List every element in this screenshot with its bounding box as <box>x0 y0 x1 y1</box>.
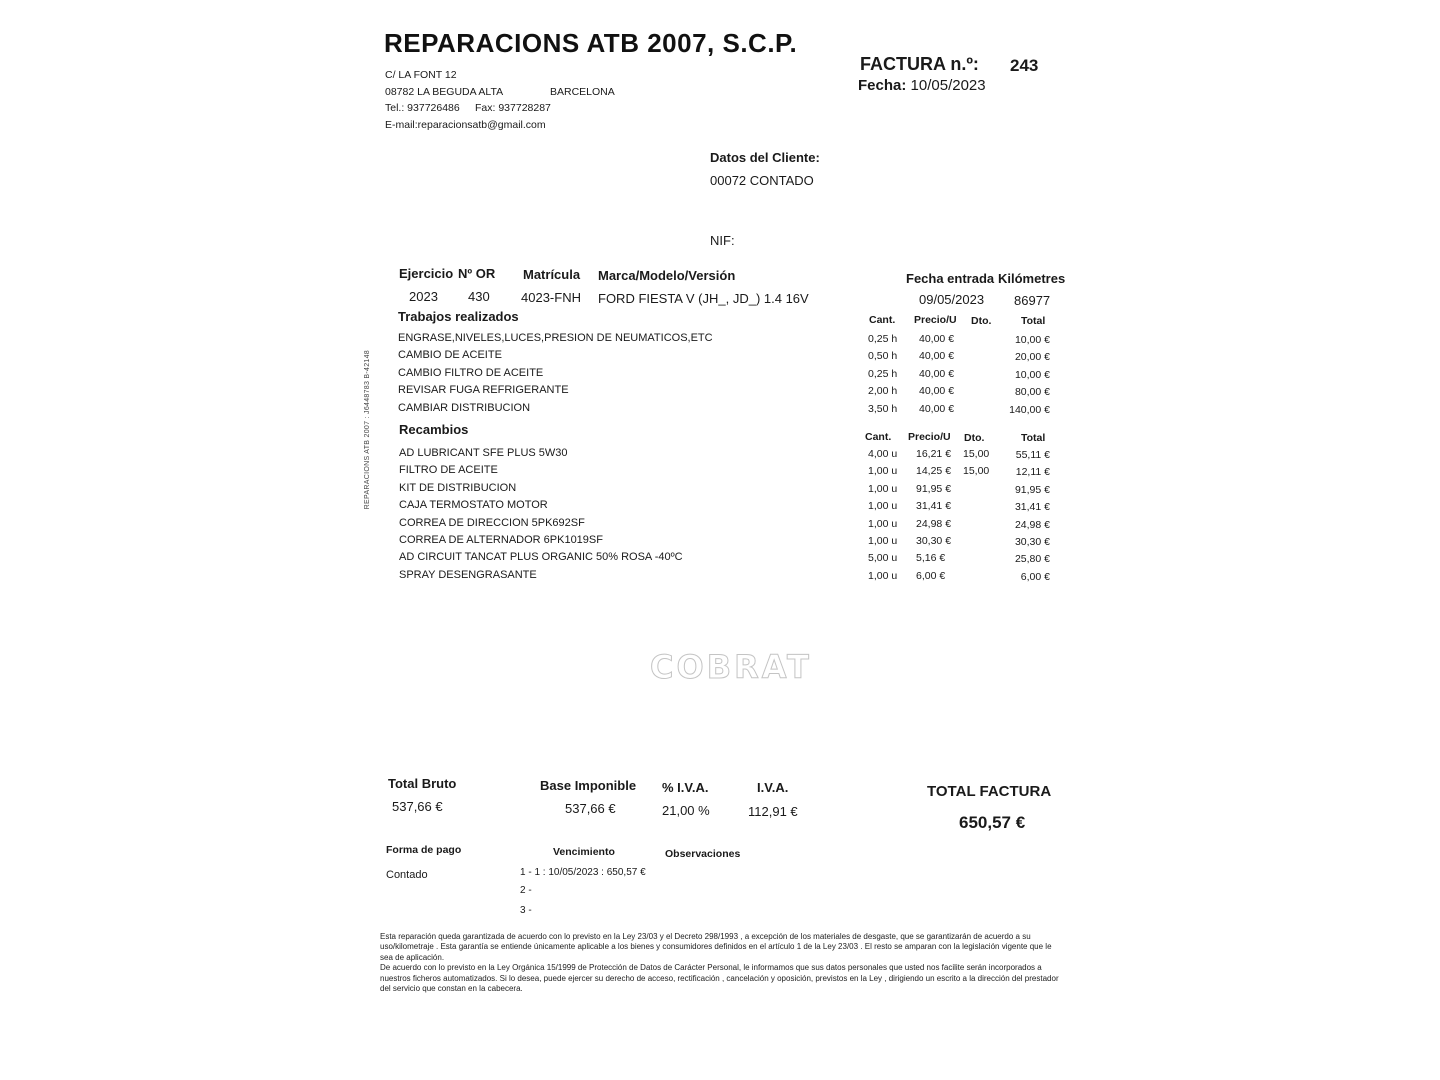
recambios-item-desc: FILTRO DE ACEITE <box>399 464 498 477</box>
recambios-item-total: 6,00 € <box>1020 570 1050 583</box>
recambios-item-cant: 1,00 u <box>868 569 898 582</box>
vehicle-fecha-entrada: 09/05/2023 <box>919 292 985 307</box>
recambios-col-dto: Dto. <box>964 432 985 444</box>
vencimiento-3: 3 - <box>520 905 532 916</box>
recambios-item-dto: 15,00 <box>963 448 990 460</box>
recambios-item-total: 25,80 € <box>1014 553 1050 566</box>
client-label: Datos del Cliente: <box>710 150 820 165</box>
recambios-item-precio: 24,98 € <box>916 517 952 530</box>
recambios-col-total: Total <box>1021 432 1046 444</box>
recambios-item-desc: AD LUBRICANT SFE PLUS 5W30 <box>399 447 568 459</box>
recambios-item-cant: 1,00 u <box>868 517 898 530</box>
recambios-item-precio: 91,95 € <box>916 482 952 495</box>
vencimiento-label: Vencimiento <box>553 846 615 858</box>
trabajos-item-cant: 0,25 h <box>868 367 898 380</box>
company-postal: 08782 LA BEGUDA ALTA <box>385 86 504 98</box>
vencimiento-1: 1 - 1 : 10/05/2023 : 650,57 € <box>520 867 646 878</box>
legal-data-protection: De acuerdo con lo previsto en la Ley Orgánica 15/1999 de Protección de Datos de Carácter Personal, le informamos que sus datos personales que usted nos facilite serán incorporados a nuestros ficheros automatizados. Si lo desea, puede ejercer su derecho de acceso, rectificación , cancelación y oposición, previstos en la Ley , dirigiendo un escrito a la dirección del prestador del servicio que constan en la cabecera. <box>380 963 1059 994</box>
recambios-item-cant: 4,00 u <box>868 448 898 460</box>
trabajos-item-cant: 0,50 h <box>868 350 898 363</box>
recambios-item-precio: 16,21 € <box>916 448 952 460</box>
company-address: C/ LA FONT 12 <box>385 69 457 81</box>
recambios-item-total: 30,30 € <box>1014 536 1050 548</box>
observaciones-label: Observaciones <box>665 848 741 860</box>
iva-pct: 21,00 % <box>662 803 710 818</box>
paid-stamp: COBRAT <box>650 648 812 686</box>
trabajos-item-cant: 2,00 h <box>868 385 898 398</box>
recambios-item-desc: CORREA DE DIRECCION 5PK692SF <box>399 516 585 529</box>
company-name: REPARACIONS ATB 2007, S.C.P. <box>384 28 798 58</box>
recambios-item-cant: 1,00 u <box>868 500 898 513</box>
recambios-item-total: 12,11 € <box>1015 466 1050 479</box>
recambios-item-precio: 6,00 € <box>916 569 946 582</box>
trabajos-item-desc: CAMBIO FILTRO DE ACEITE <box>398 366 544 379</box>
total-factura: 650,57 € <box>959 813 1026 832</box>
invoice-date-label: Fecha: <box>858 77 907 94</box>
invoice-number: 243 <box>1010 56 1039 75</box>
vencimiento-2: 2 - <box>520 885 532 896</box>
total-bruto: 537,66 € <box>392 799 443 814</box>
trabajos-item-desc: CAMBIO DE ACEITE <box>398 349 502 362</box>
vehicle-kilometres: 86977 <box>1014 293 1051 308</box>
recambios-item-desc: CORREA DE ALTERNADOR 6PK1019SF <box>399 534 603 546</box>
recambios-item-total: 91,95 € <box>1014 483 1050 496</box>
trabajos-item-precio: 40,00 € <box>919 350 955 363</box>
vehicle-ejercicio: 2023 <box>409 289 438 304</box>
recambios-item-total: 31,41 € <box>1014 501 1050 514</box>
trabajos-col-precio: Precio/U <box>914 314 957 326</box>
trabajos-item-total: 20,00 € <box>1014 351 1050 364</box>
trabajos-item-total: 10,00 € <box>1014 334 1050 346</box>
trabajos-item-precio: 40,00 € <box>919 367 955 380</box>
recambios-item-cant: 1,00 u <box>868 482 898 495</box>
iva-pct-label: % I.V.A. <box>662 780 709 795</box>
recambios-col-precio: Precio/U <box>908 431 951 443</box>
trabajos-item-precio: 40,00 € <box>919 402 955 415</box>
side-registration-note: REPARACIONS ATB 2007 : J6448783 B-42148 <box>364 350 371 510</box>
client-code: 00072 CONTADO <box>710 173 814 188</box>
vehicle-marca: FORD FIESTA V (JH_, JD_) 1.4 16V <box>598 291 809 306</box>
header-ejercicio: Ejercicio <box>399 266 454 281</box>
recambios-item-total: 55,11 € <box>1015 449 1050 461</box>
recambios-item-dto: 15,00 <box>963 465 990 478</box>
recambios-item-cant: 1,00 u <box>868 465 898 478</box>
recambios-item-total: 24,98 € <box>1014 518 1050 531</box>
recambios-item-cant: 1,00 u <box>868 535 898 547</box>
invoice-number-label: FACTURA n.º: <box>860 54 979 74</box>
trabajos-item-desc: ENGRASE,NIVELES,LUCES,PRESION DE NEUMATICOS,ETC <box>398 332 713 344</box>
company-tel: Tel.: 937726486 <box>385 102 460 114</box>
trabajos-title: Trabajos realizados <box>398 309 519 324</box>
recambios-item-cant: 5,00 u <box>868 552 898 565</box>
total-bruto-label: Total Bruto <box>388 776 457 791</box>
legal-guarantee: Esta reparación queda garantizada de acuerdo con lo previsto en la Ley 23/03 y el Decreto 298/1993 , a excepción de los materiales de desgaste, que se garantizarán de acuerdo a su uso/kilometraje . Esta garantía se entiende únicamente aplicable a los bienes y consumidores definidos en el artículo 1 de la Ley 23/03 . El resto se amparan con la legislación vigente que le sea de aplicación. <box>380 932 1052 962</box>
forma-pago: Contado <box>386 869 428 881</box>
header-marca: Marca/Modelo/Versión <box>598 268 736 283</box>
forma-pago-label: Forma de pago <box>386 844 462 856</box>
recambios-col-cant: Cant. <box>865 431 892 443</box>
company-fax: Fax: 937728287 <box>475 102 551 114</box>
base-imponible: 537,66 € <box>565 801 616 816</box>
trabajos-item-desc: REVISAR FUGA REFRIGERANTE <box>398 384 569 397</box>
company-email: E-mail:reparacionsatb@gmail.com <box>385 119 546 131</box>
header-kilometres: Kilómetres <box>998 271 1066 286</box>
client-nif-label: NIF: <box>710 233 735 248</box>
trabajos-col-dto: Dto. <box>971 315 992 327</box>
header-matricula: Matrícula <box>523 267 581 282</box>
recambios-item-precio: 14,25 € <box>916 465 952 478</box>
recambios-item-desc: KIT DE DISTRIBUCION <box>399 481 517 494</box>
trabajos-item-total: 80,00 € <box>1014 386 1050 399</box>
base-imponible-label: Base Imponible <box>540 778 637 793</box>
trabajos-col-cant: Cant. <box>869 314 896 326</box>
trabajos-item-precio: 40,00 € <box>919 333 955 345</box>
recambios-item-precio: 30,30 € <box>916 535 952 547</box>
trabajos-col-total: Total <box>1021 315 1046 327</box>
trabajos-item-total: 10,00 € <box>1014 368 1050 381</box>
iva-amount: 112,91 € <box>748 804 798 819</box>
vehicle-matricula: 4023-FNH <box>521 290 581 305</box>
recambios-title: Recambios <box>399 422 469 437</box>
trabajos-item-cant: 0,25 h <box>868 333 898 345</box>
recambios-item-desc: SPRAY DESENGRASANTE <box>399 568 537 581</box>
recambios-item-precio: 31,41 € <box>916 500 952 513</box>
total-factura-label: TOTAL FACTURA <box>927 783 1052 800</box>
iva-label: I.V.A. <box>757 780 789 795</box>
invoice-date: 10/05/2023 <box>910 77 986 94</box>
recambios-item-precio: 5,16 € <box>916 552 946 565</box>
trabajos-item-cant: 3,50 h <box>868 402 898 415</box>
recambios-item-desc: CAJA TERMOSTATO MOTOR <box>399 499 548 512</box>
invoice-date-row <box>858 77 986 94</box>
trabajos-item-total: 140,00 € <box>1009 403 1050 416</box>
legal-text <box>380 932 1060 994</box>
recambios-item-desc: AD CIRCUIT TANCAT PLUS ORGANIC 50% ROSA -40ºC <box>399 551 683 564</box>
header-num-or: Nº OR <box>458 266 496 281</box>
trabajos-item-precio: 40,00 € <box>919 385 955 398</box>
company-province: BARCELONA <box>550 86 615 98</box>
header-fecha-entrada: Fecha entrada <box>906 271 995 286</box>
vehicle-num-or: 430 <box>468 289 490 304</box>
trabajos-item-desc: CAMBIAR DISTRIBUCION <box>398 401 531 414</box>
